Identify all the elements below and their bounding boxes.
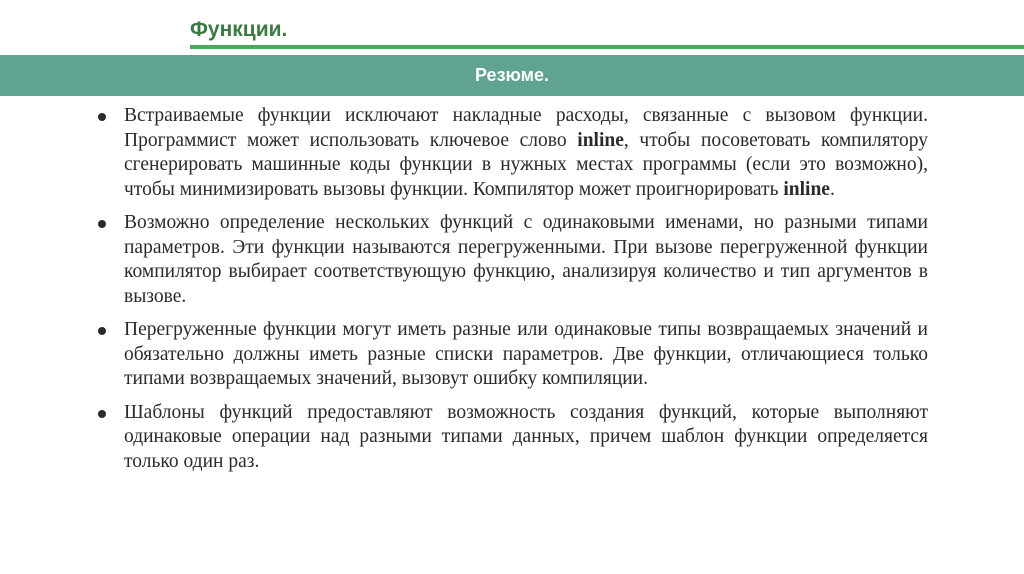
bullet-icon <box>98 113 106 121</box>
list-item-text: Шаблоны функций предоставляют возможность создания функций, которые выполняют одинаковые операции над разными типами данных, причем шаблон функции определяется только один раз. <box>124 401 928 472</box>
list-item-text: Перегруженные функции могут иметь разные или одинаковые типы возвращаемых значений и обязательно должны иметь разные списки параметров. Две функции, отличающиеся только типами возвращаемых значений, вызовут ошибку компиляции. <box>124 319 928 389</box>
keyword-inline: inline <box>577 129 624 151</box>
bullet-icon <box>98 327 106 335</box>
header-divider <box>190 45 1024 49</box>
list-item-text: Возможно определение нескольких функций с одинаковыми именами, но разными типами параметров. Эти функции называются перегруженными. При вызове перегруженной функции компилятор выбирает соответствующую функцию, анализируя количество и тип аргументов в вызове. <box>124 212 928 307</box>
list-item <box>96 318 928 392</box>
list-item <box>96 104 928 202</box>
section-title: Резюме. <box>475 65 549 85</box>
section-banner <box>0 55 1024 96</box>
page-title: Функции. <box>190 18 288 41</box>
bullet-icon <box>98 220 106 228</box>
bullet-icon <box>98 410 106 418</box>
list-item-text: Встраиваемые функции исключают накладные расходы, связанные с вызовом функции. Программист может использовать ключевое слово <box>124 105 928 151</box>
keyword-inline: inline <box>783 178 830 200</box>
list-item <box>96 211 928 309</box>
list-item-text: . <box>829 178 835 200</box>
summary-list <box>96 104 928 474</box>
list-item-text: , чтобы посоветовать компилятору сгенерировать машинные коды функции в нужных местах программы (если это возможно), чтобы минимизировать вызовы функции. Компилятор может проигнорировать <box>124 129 928 200</box>
list-item <box>96 401 928 475</box>
